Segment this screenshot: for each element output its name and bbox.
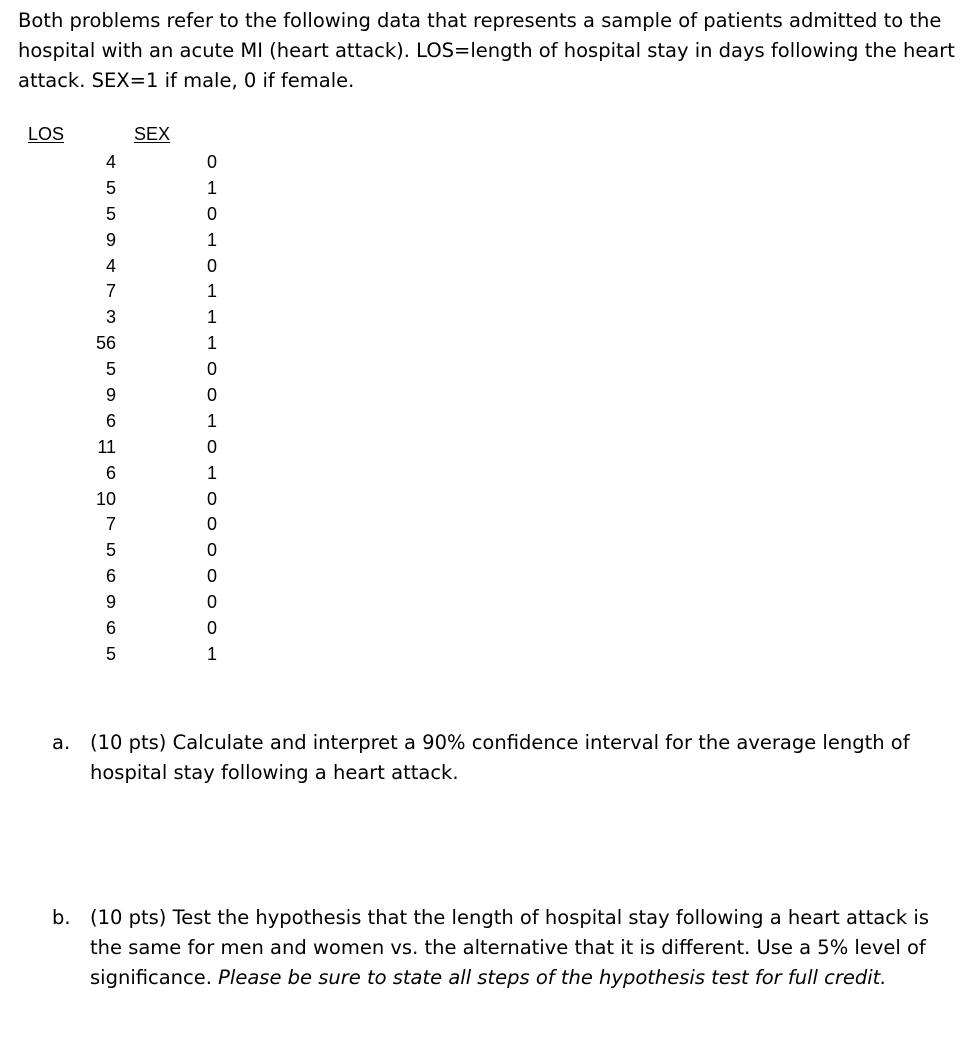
- table-row: [28, 564, 228, 590]
- cell-sex: 0: [206, 592, 217, 613]
- cell-los: 6: [105, 566, 116, 587]
- table-row: [28, 590, 228, 616]
- cell-los: 6: [105, 618, 116, 639]
- table-header: [28, 124, 228, 150]
- cell-sex: 0: [206, 618, 217, 639]
- table-row: [28, 228, 228, 254]
- cell-los: 4: [105, 255, 116, 276]
- question-a: [52, 728, 932, 788]
- cell-sex: 1: [206, 281, 217, 302]
- question-a-marker: a.: [52, 731, 71, 754]
- table-row: [28, 642, 228, 668]
- cell-los: 56: [95, 333, 116, 354]
- question-b-body: [90, 903, 932, 993]
- cell-los: 5: [105, 359, 116, 380]
- cell-los: 9: [105, 229, 116, 250]
- table-row: [28, 202, 228, 228]
- cell-los: 5: [105, 177, 116, 198]
- cell-los: 5: [105, 540, 116, 561]
- cell-sex: 0: [206, 152, 217, 172]
- cell-los: 7: [105, 514, 116, 535]
- cell-sex: 1: [206, 462, 217, 483]
- cell-los: 5: [105, 203, 116, 224]
- table-body: [28, 150, 228, 668]
- question-b-emphasis: Please be sure to state all steps of the hypothesis test for full credit.: [218, 966, 887, 989]
- table-row: [28, 331, 228, 357]
- data-table: [28, 124, 228, 664]
- cell-sex: 1: [206, 307, 217, 328]
- table-row: [28, 616, 228, 642]
- table-row: [28, 254, 228, 280]
- table-row: [28, 150, 228, 176]
- cell-sex: 0: [206, 488, 217, 509]
- column-header-sex: SEX: [134, 124, 171, 144]
- cell-los: 6: [105, 462, 116, 483]
- question-b: [52, 903, 932, 993]
- cell-los: 6: [105, 410, 116, 431]
- cell-sex: 1: [206, 177, 217, 198]
- table-row: [28, 409, 228, 435]
- cell-sex: 0: [206, 255, 217, 276]
- cell-sex: 1: [206, 643, 217, 664]
- cell-los: 3: [105, 307, 116, 328]
- cell-sex: 1: [206, 333, 217, 354]
- table-row: [28, 357, 228, 383]
- cell-sex: 0: [206, 566, 217, 587]
- table-row: [28, 512, 228, 538]
- question-b-text: (10 pts) Test the hypothesis that the length of hospital stay following a heart attack is the same for men and women vs. the alternative that it is different. Use a 5% level of significance.: [90, 906, 930, 989]
- table-row: [28, 305, 228, 331]
- table-row: [28, 383, 228, 409]
- table-row: [28, 461, 228, 487]
- intro-paragraph: Both problems refer to the following data that represents a sample of patients admitted to the hospital with an acute MI (heart attack). LOS=length of hospital stay in days following the heart attack. SEX=1 if male, 0 if female.: [18, 9, 955, 92]
- cell-los: 10: [95, 488, 116, 509]
- cell-sex: 0: [206, 359, 217, 380]
- cell-sex: 0: [206, 436, 217, 457]
- cell-los: 9: [105, 385, 116, 406]
- question-b-marker: b.: [52, 906, 71, 929]
- table-row: [28, 435, 228, 461]
- table-row: [28, 538, 228, 564]
- cell-los: 7: [105, 281, 116, 302]
- cell-los: 11: [97, 436, 116, 457]
- question-a-text: (10 pts) Calculate and interpret a 90% confidence interval for the average length of hospital stay following a heart attack.: [90, 731, 910, 784]
- cell-sex: 0: [206, 385, 217, 406]
- cell-los: 9: [105, 592, 116, 613]
- cell-sex: 1: [206, 410, 217, 431]
- cell-sex: 0: [206, 540, 217, 561]
- cell-los: 4: [105, 152, 116, 172]
- column-header-los: LOS: [28, 124, 65, 144]
- table-row: [28, 487, 228, 513]
- table-row: [28, 279, 228, 305]
- cell-los: 5: [105, 643, 116, 664]
- cell-sex: 1: [206, 229, 217, 250]
- cell-sex: 0: [206, 514, 217, 535]
- cell-sex: 0: [206, 203, 217, 224]
- table-row: [28, 176, 228, 202]
